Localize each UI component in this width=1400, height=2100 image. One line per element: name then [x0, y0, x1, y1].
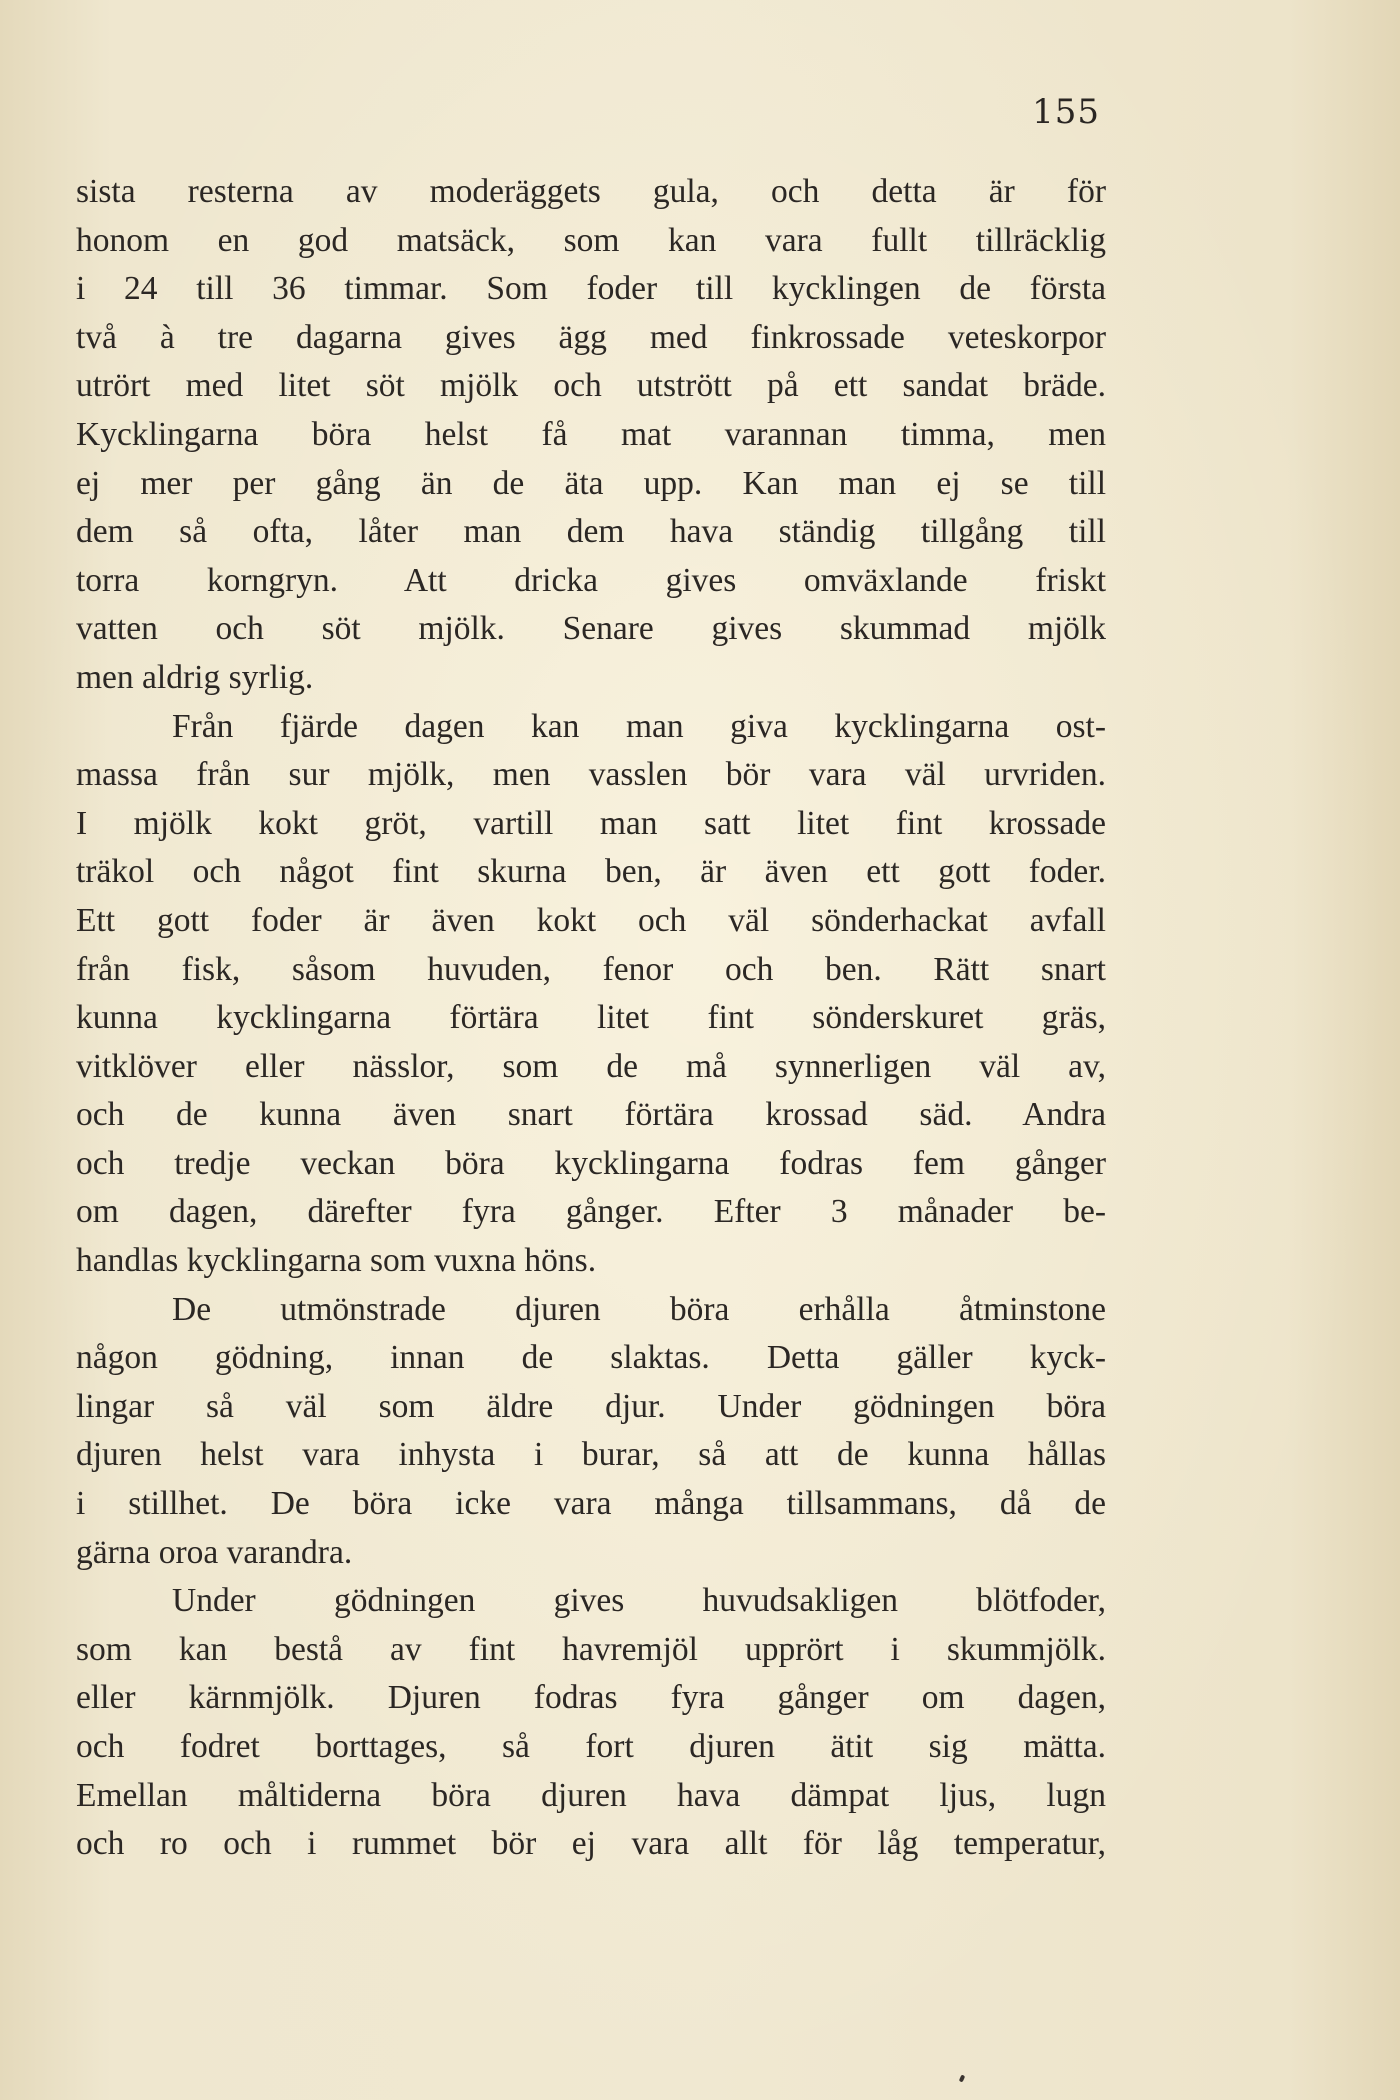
text-line: dem så ofta, låter man dem hava ständig tillgång till	[76, 513, 1106, 551]
paragraph	[76, 168, 1106, 703]
text-line: vatten och söt mjölk. Senare gives skummad mjölk	[76, 610, 1106, 648]
text-line: men aldrig syrlig.	[76, 658, 314, 696]
text-line: Emellan måltiderna böra djuren hava dämpat ljus, lugn	[76, 1776, 1106, 1814]
text-line: djuren helst vara inhysta i burar, så att de kunna hållas	[76, 1436, 1106, 1474]
text-line: som kan bestå av fint havremjöl upprört i skummjölk.	[76, 1630, 1106, 1668]
page-number: 155	[1032, 92, 1100, 132]
text-line: om dagen, därefter fyra gånger. Efter 3 månader be-	[76, 1193, 1106, 1231]
text-line: Från fjärde dagen kan man giva kycklingarna ost-	[172, 707, 1106, 745]
text-line: Kycklingarna böra helst få mat varannan timma, men	[76, 415, 1106, 453]
text-line: honom en god matsäck, som kan vara fullt tillräcklig	[76, 221, 1106, 259]
text-line: träkol och något fint skurna ben, är även ett gott foder.	[76, 853, 1106, 891]
text-line: vitklöver eller nässlor, som de må synnerligen väl av,	[76, 1047, 1106, 1085]
ink-speck	[959, 2074, 966, 2082]
text-line: lingar så väl som äldre djur. Under gödningen böra	[76, 1387, 1106, 1425]
text-line: två à tre dagarna gives ägg med finkrossade veteskorpor	[76, 318, 1106, 356]
text-line: De utmönstrade djuren böra erhålla åtminstone	[172, 1290, 1106, 1328]
paragraph	[76, 1286, 1106, 1578]
body-text	[76, 168, 1106, 1869]
text-line: i stillhet. De böra icke vara många tillsammans, då de	[76, 1485, 1106, 1523]
paragraph	[76, 1577, 1106, 1869]
text-line: Ett gott foder är även kokt och väl sönderhackat avfall	[76, 901, 1106, 939]
text-line: och fodret borttages, så fort djuren ätit sig mätta.	[76, 1728, 1106, 1765]
text-line: ej mer per gång än de äta upp. Kan man ej se till	[76, 464, 1106, 502]
text-line: Under gödningen gives huvudsakligen blötfoder,	[172, 1582, 1106, 1620]
text-line: I mjölk kokt gröt, vartill man satt litet fint krossade	[76, 804, 1106, 842]
text-line: i 24 till 36 timmar. Som foder till kycklingen de första	[76, 270, 1106, 308]
text-line: handlas kycklingarna som vuxna höns.	[76, 1242, 597, 1280]
text-line: massa från sur mjölk, men vasslen bör vara väl urvriden.	[76, 756, 1106, 794]
text-line: torra korngryn. Att dricka gives omväxlande friskt	[76, 561, 1106, 599]
text-line: och tredje veckan böra kycklingarna fodras fem gånger	[76, 1144, 1106, 1182]
text-line: utrört med litet söt mjölk och utstrött på ett sandat bräde.	[76, 367, 1106, 405]
text-line: eller kärnmjölk. Djuren fodras fyra gånger om dagen,	[76, 1679, 1106, 1717]
text-line: sista resterna av moderäggets gula, och detta är för	[76, 173, 1106, 210]
text-line: gärna oroa varandra.	[76, 1533, 353, 1571]
text-line: någon gödning, innan de slaktas. Detta gäller kyck-	[76, 1339, 1106, 1377]
text-line: från fisk, såsom huvuden, fenor och ben. Rätt snart	[76, 950, 1106, 988]
text-line: och ro och i rummet bör ej vara allt för låg temperatur,	[76, 1825, 1106, 1863]
text-line: kunna kycklingarna förtära litet fint sönderskuret gräs,	[76, 999, 1106, 1037]
paragraph	[76, 703, 1106, 1286]
text-line: och de kunna även snart förtära krossad säd. Andra	[76, 1096, 1106, 1134]
